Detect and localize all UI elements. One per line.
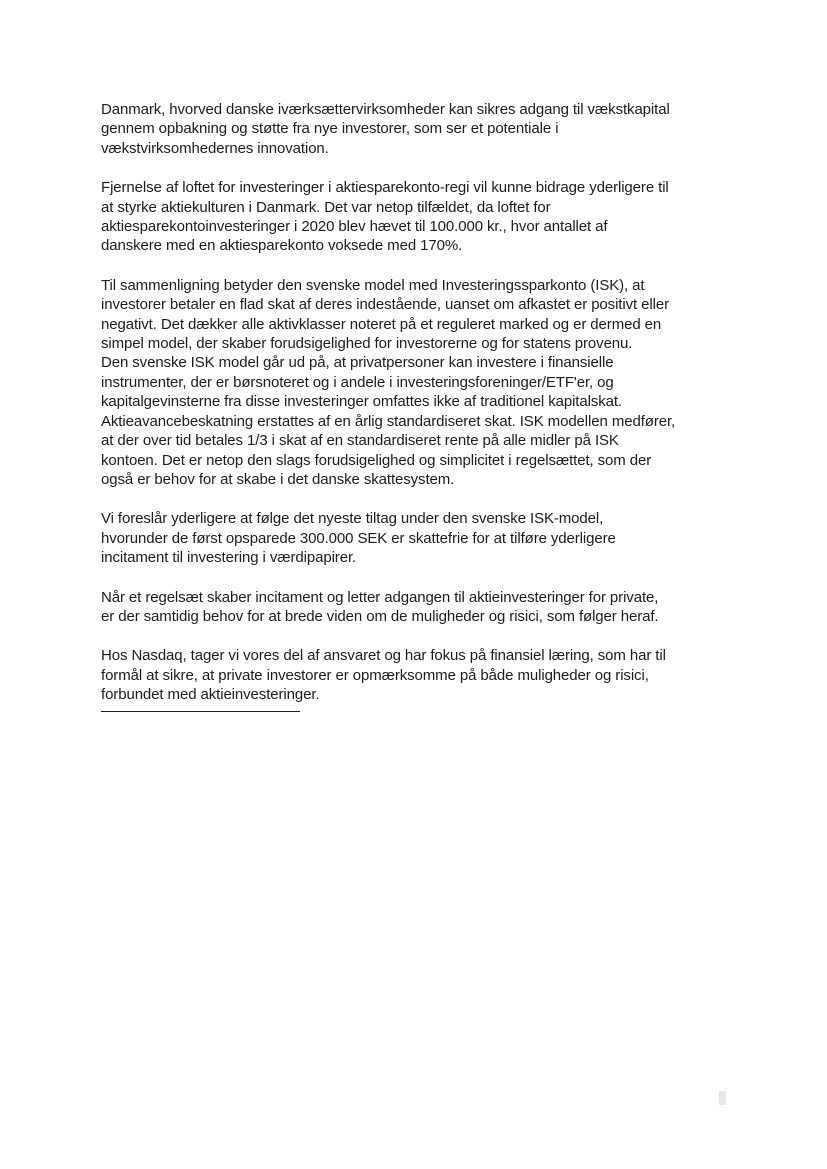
- paragraph-swedish-model: Til sammenligning betyder den svenske model med Investeringssparkonto (ISK), at investorer betaler en flad skat af deres indestående, uanset om afkastet er positivt eller negativt. Det dækker alle aktivklasser noteret på et reguleret marked og er dermed en simpel model, der skaber forudsigelighed for investorerne og for statens provenu.: [101, 276, 669, 353]
- footnote-separator: [101, 711, 300, 712]
- page-number-marker: [719, 1091, 726, 1105]
- paragraph-nasdaq: Hos Nasdaq, tager vi vores del af ansvaret og har fokus på finansiel læring, som har til formål at sikre, at private investorer er opmærksomme på både muligheder og risici, forbundet med aktieinvesteringer.: [101, 647, 666, 704]
- paragraph-proposal: Vi foreslår yderligere at følge det nyeste tiltag under den svenske ISK-model, hvorunder de først opsparede 300.000 SEK er skattefrie for at tilføre yderligere incitament til investering i værdipapirer.: [101, 510, 616, 567]
- paragraph-knowledge: Når et regelsæt skaber incitament og letter adgangen til aktieinvesteringer for private, er der samtidig behov for at brede viden om de muligheder og risici, som følger heraf.: [101, 588, 659, 625]
- body-text: [101, 100, 729, 725]
- paragraph-isk-details: Den svenske ISK model går ud på, at privatpersoner kan investere i finansielle instrumenter, der er børsnoteret og i andele i investeringsforeninger/ETF'er, og kapitalgevinsterne fra disse investeringer omfattes ikke af traditionel kapitalskat. Aktieavancebeskatning erstattes af en årlig standardiseret skat. ISK modellen medfører, at der over tid betales 1/3 i skat af en standardiseret rente på alle midler på ISK kontoen. Det er netop den slags forudsigelighed og simplicitet i regelsættet, som der også er behov for at skabe i det danske skattesystem.: [101, 354, 676, 488]
- paragraph-growth-capital: Danmark, hvorved danske iværksættervirksomheder kan sikres adgang til vækstkapital gennem opbakning og støtte fra nye investorer, som ser et potentiale i vækstvirksomhedernes innovation.: [101, 101, 670, 157]
- paragraph-aktiesparekonto: Fjernelse af loftet for investeringer i aktiesparekonto-regi vil kunne bidrage yderligere til at styrke aktiekulturen i Danmark. Det var netop tilfældet, da loftet for aktiesparekontoinvesteringer i 2020 blev hævet til 100.000 kr., hvor antallet af danskere med en aktiesparekonto voksede med 170%.: [101, 179, 669, 255]
